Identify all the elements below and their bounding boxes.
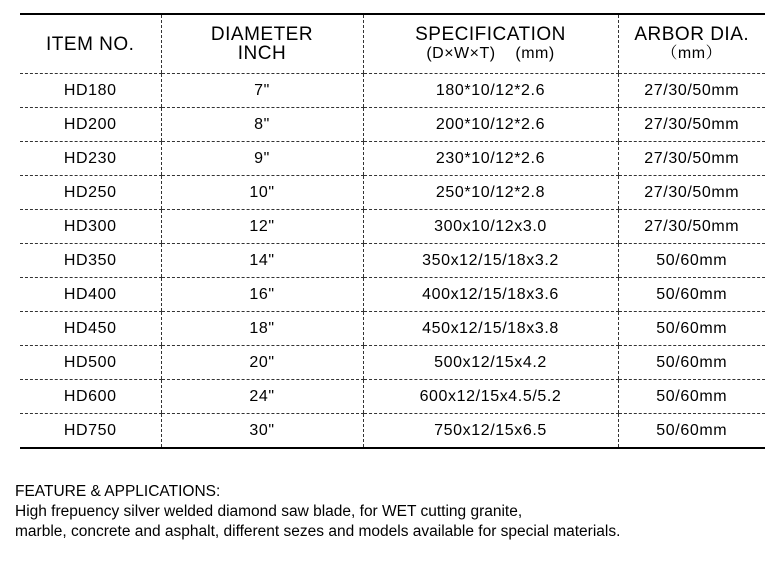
specification-cell: 250*10/12*2.8 bbox=[363, 176, 618, 210]
specification-cell: 230*10/12*2.6 bbox=[363, 142, 618, 176]
item-no-cell: HD600 bbox=[20, 380, 161, 414]
table-row bbox=[20, 414, 765, 449]
table-row bbox=[20, 108, 765, 142]
arbor-cell: 50/60mm bbox=[618, 346, 765, 380]
specification-cell: 500x12/15x4.2 bbox=[363, 346, 618, 380]
features-text-line-2: marble, concrete and asphalt, different sezes and models available for special materials. bbox=[15, 523, 621, 540]
diameter-cell: 24" bbox=[161, 380, 363, 414]
header-specification: SPECIFICATION (D×W×T) (mm) bbox=[363, 15, 618, 74]
features-section bbox=[15, 482, 775, 542]
diameter-cell: 9" bbox=[161, 142, 363, 176]
features-text-line-1: High frepuency silver welded diamond saw blade, for WET cutting granite, bbox=[15, 503, 523, 520]
specification-cell: 400x12/15/18x3.6 bbox=[363, 278, 618, 312]
item-no-cell: HD400 bbox=[20, 278, 161, 312]
spec-table bbox=[20, 15, 765, 449]
item-no-cell: HD750 bbox=[20, 414, 161, 449]
arbor-cell: 27/30/50mm bbox=[618, 142, 765, 176]
table-row bbox=[20, 244, 765, 278]
diameter-cell: 10" bbox=[161, 176, 363, 210]
table-row bbox=[20, 176, 765, 210]
features-title: FEATURE & APPLICATIONS: bbox=[15, 483, 221, 500]
diameter-cell: 18" bbox=[161, 312, 363, 346]
header-diameter: DIAMETER INCH bbox=[161, 15, 363, 74]
table-row bbox=[20, 142, 765, 176]
diameter-cell: 8" bbox=[161, 108, 363, 142]
diameter-cell: 20" bbox=[161, 346, 363, 380]
item-no-cell: HD180 bbox=[20, 74, 161, 108]
diameter-cell: 14" bbox=[161, 244, 363, 278]
arbor-cell: 50/60mm bbox=[618, 380, 765, 414]
header-arbor-dia: ARBOR DIA. （mm） bbox=[618, 15, 765, 74]
item-no-cell: HD500 bbox=[20, 346, 161, 380]
specification-cell: 300x10/12x3.0 bbox=[363, 210, 618, 244]
table-row bbox=[20, 312, 765, 346]
item-no-cell: HD450 bbox=[20, 312, 161, 346]
specification-cell: 200*10/12*2.6 bbox=[363, 108, 618, 142]
table-row bbox=[20, 74, 765, 108]
item-no-cell: HD250 bbox=[20, 176, 161, 210]
specification-cell: 450x12/15/18x3.8 bbox=[363, 312, 618, 346]
arbor-cell: 50/60mm bbox=[618, 312, 765, 346]
arbor-cell: 27/30/50mm bbox=[618, 176, 765, 210]
arbor-cell: 50/60mm bbox=[618, 414, 765, 449]
table-body bbox=[20, 74, 765, 449]
diameter-cell: 7" bbox=[161, 74, 363, 108]
item-no-cell: HD300 bbox=[20, 210, 161, 244]
specification-cell: 180*10/12*2.6 bbox=[363, 74, 618, 108]
diameter-cell: 16" bbox=[161, 278, 363, 312]
spec-table-container bbox=[20, 13, 765, 449]
specification-cell: 750x12/15x6.5 bbox=[363, 414, 618, 449]
table-row bbox=[20, 278, 765, 312]
item-no-cell: HD200 bbox=[20, 108, 161, 142]
table-row bbox=[20, 346, 765, 380]
diameter-cell: 30" bbox=[161, 414, 363, 449]
arbor-cell: 27/30/50mm bbox=[618, 74, 765, 108]
specification-cell: 600x12/15x4.5/5.2 bbox=[363, 380, 618, 414]
item-no-cell: HD230 bbox=[20, 142, 161, 176]
arbor-cell: 50/60mm bbox=[618, 278, 765, 312]
table-header-row bbox=[20, 15, 765, 74]
arbor-cell: 50/60mm bbox=[618, 244, 765, 278]
specification-cell: 350x12/15/18x3.2 bbox=[363, 244, 618, 278]
diameter-cell: 12" bbox=[161, 210, 363, 244]
header-item-no: ITEM NO. bbox=[20, 15, 161, 74]
item-no-cell: HD350 bbox=[20, 244, 161, 278]
arbor-cell: 27/30/50mm bbox=[618, 210, 765, 244]
table-row bbox=[20, 210, 765, 244]
arbor-cell: 27/30/50mm bbox=[618, 108, 765, 142]
table-row bbox=[20, 380, 765, 414]
